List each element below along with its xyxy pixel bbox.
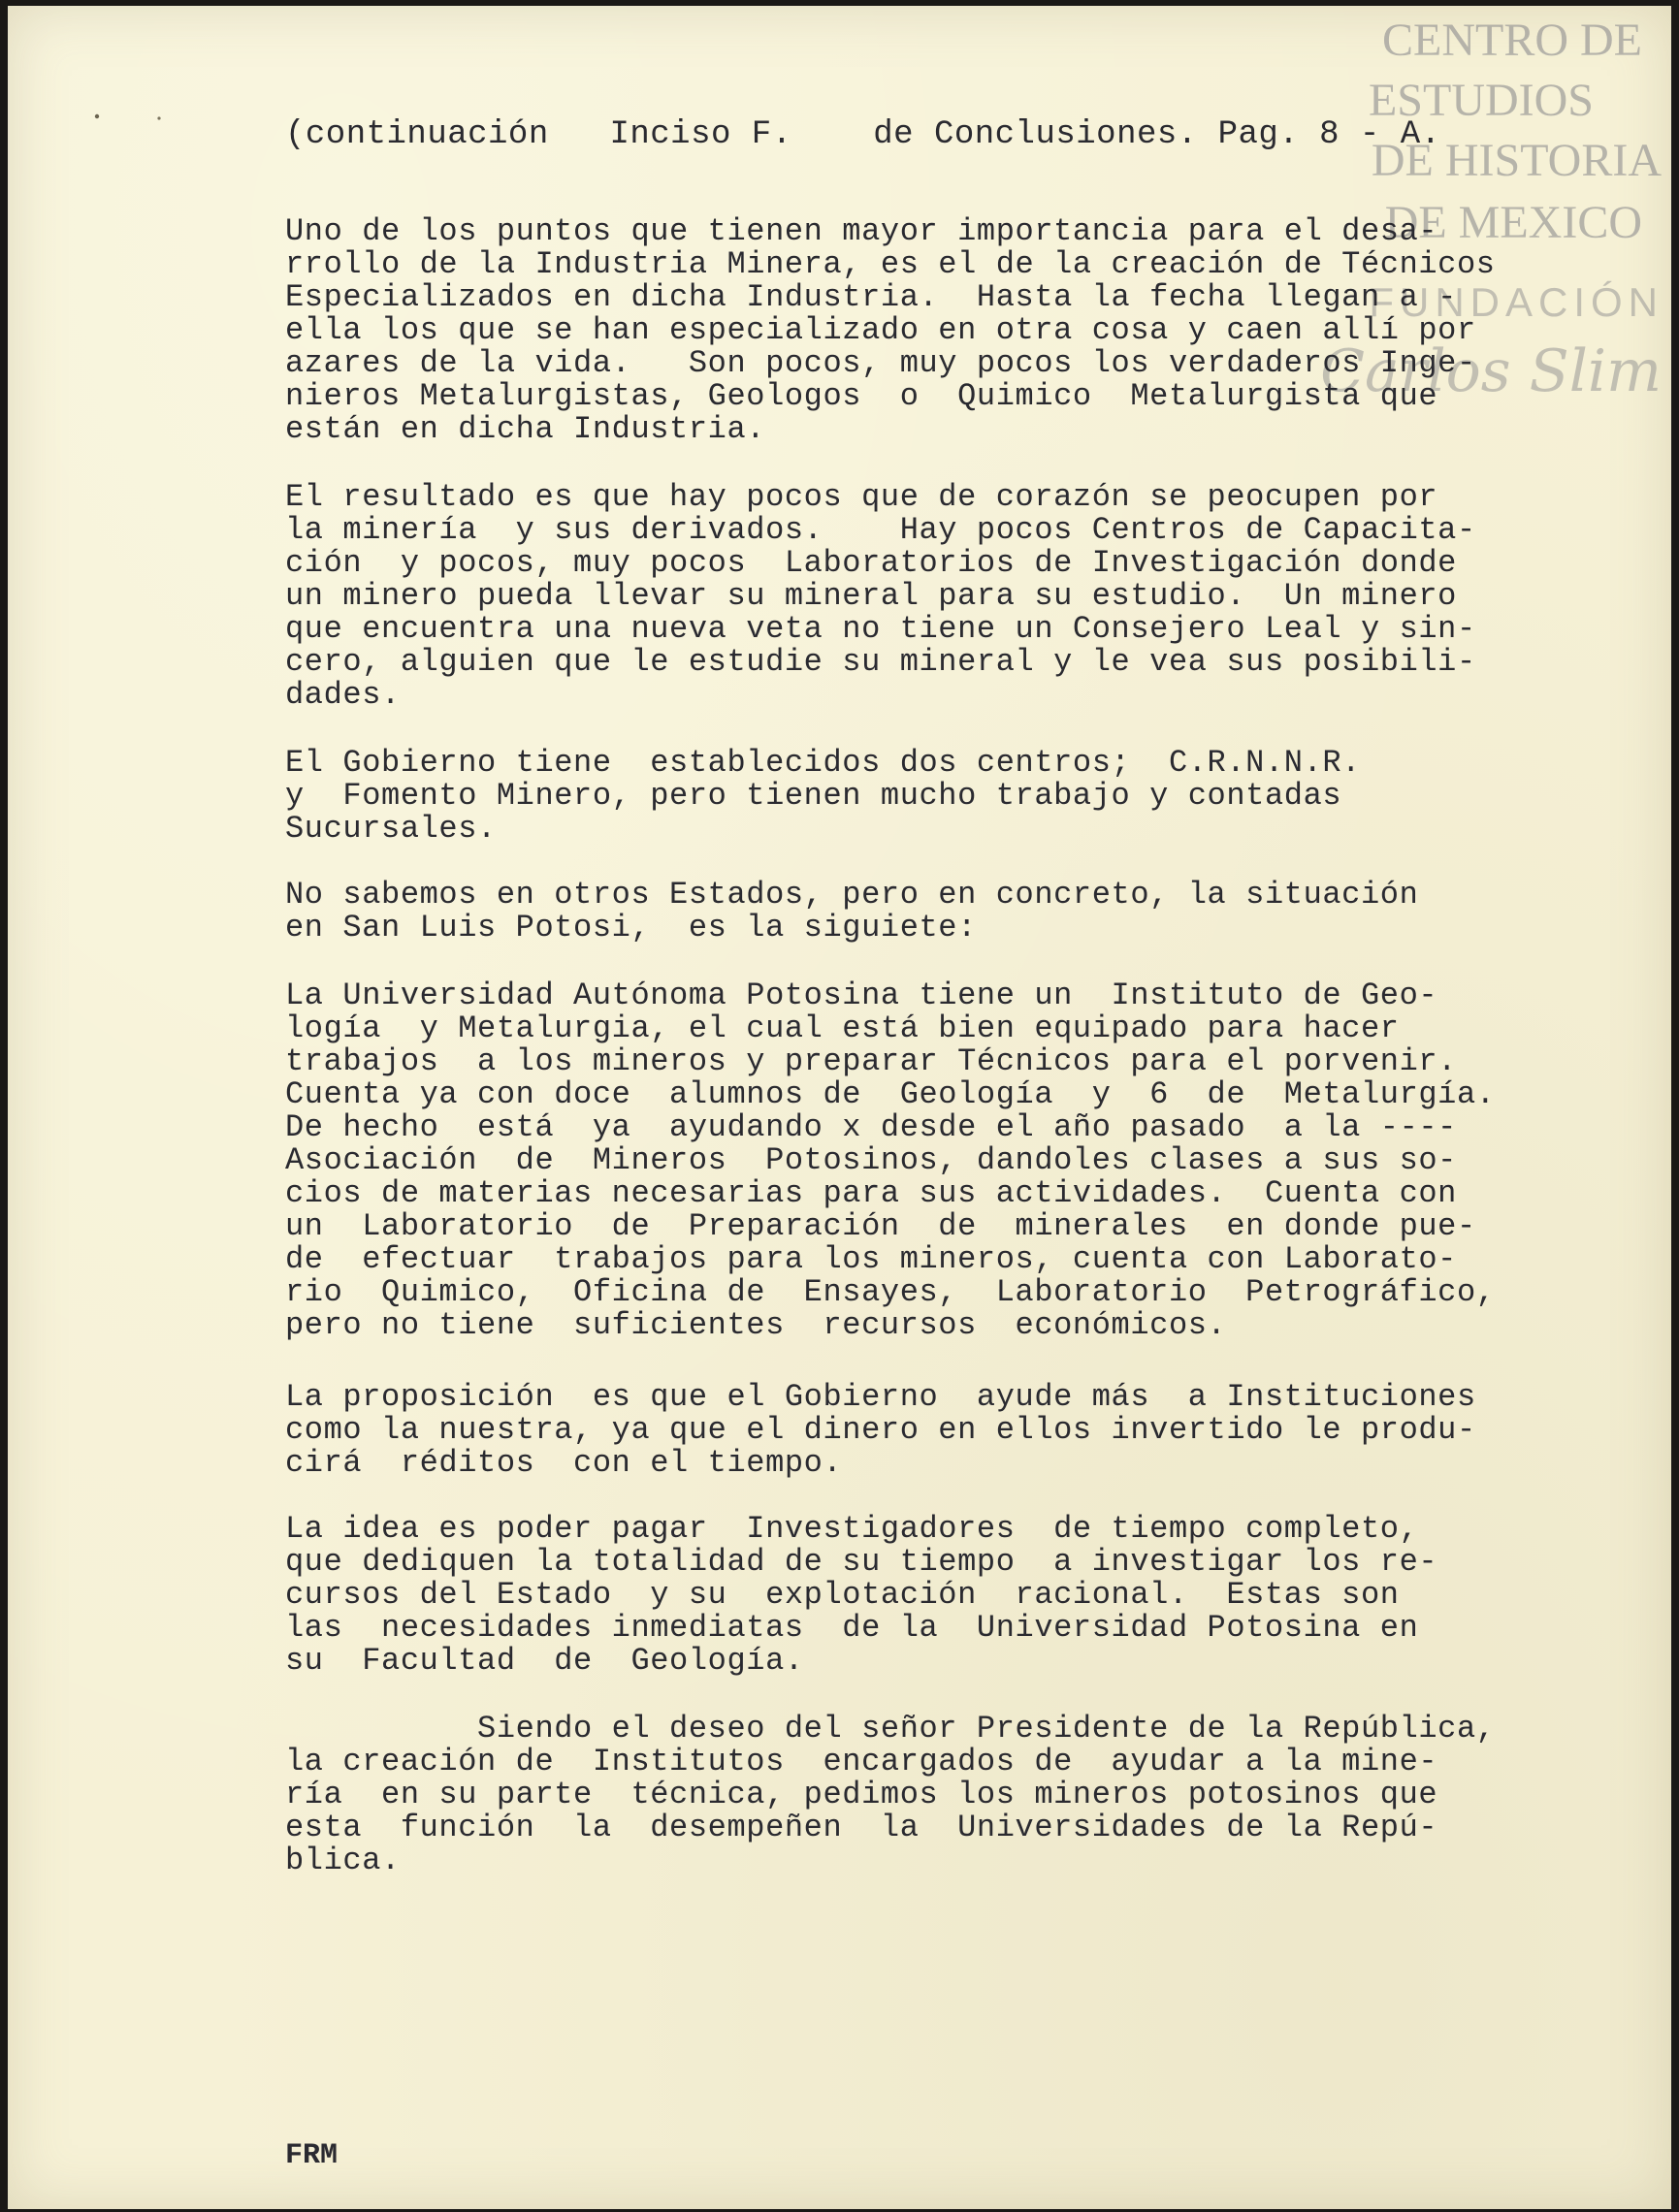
page-header bbox=[285, 118, 1441, 151]
text-line: El resultado es que hay pocos que de corazón se peocupen por bbox=[285, 479, 1438, 515]
text-line: ella los que se han especializado en otra cosa y caen allí por bbox=[285, 312, 1476, 348]
text-line: Asociación de Mineros Potosinos, dandoles clases a sus so- bbox=[285, 1142, 1457, 1178]
text-line: cursos del Estado y su explotación racional. Estas son bbox=[285, 1577, 1400, 1613]
text-line: su Facultad de Geología. bbox=[285, 1643, 804, 1679]
text-line: en San Luis Potosi, es la siguiete: bbox=[285, 910, 977, 946]
text-line: que dediquen la totalidad de su tiempo a investigar los re- bbox=[285, 1544, 1438, 1580]
paragraph-result bbox=[285, 481, 1476, 712]
typist-initials: FRM bbox=[285, 2139, 339, 2172]
text-line: Especializados en dicha Industria. Hasta la fecha llegan a - bbox=[285, 279, 1457, 315]
text-line: un minero pueda llevar su mineral para su estudio. Un minero bbox=[285, 578, 1457, 614]
text-line: La Universidad Autónoma Potosina tiene un Instituto de Geo- bbox=[285, 978, 1438, 1013]
paragraph-closing bbox=[285, 1713, 1496, 1877]
watermark-foundation: FUNDACIÓN bbox=[1369, 279, 1663, 325]
header-title: de Conclusiones. bbox=[873, 116, 1198, 153]
text-line: ción y pocos, muy pocos Laboratorios de Investigación donde bbox=[285, 545, 1457, 581]
watermark-signature: Carlos Slim bbox=[1320, 337, 1662, 405]
speck-mark bbox=[157, 116, 160, 119]
text-line: No sabemos en otros Estados, pero en concreto, la situación bbox=[285, 877, 1419, 913]
text-line: Cuenta ya con doce alumnos de Geología y 6 de Metalurgía. bbox=[285, 1076, 1496, 1112]
paragraph-technicians bbox=[285, 215, 1496, 446]
watermark-line: ESTUDIOS bbox=[1368, 75, 1594, 126]
text-line: la creación de Institutos encargados de ayudar a la mine- bbox=[285, 1744, 1438, 1779]
text-line: La proposición es que el Gobierno ayude más a Instituciones bbox=[285, 1379, 1476, 1415]
header-section: Inciso F. bbox=[609, 116, 792, 153]
text-line: esta función la desempeñen la Universidades de la Repú- bbox=[285, 1810, 1438, 1845]
text-line: ría en su parte técnica, pedimos los mineros potosinos que bbox=[285, 1777, 1438, 1812]
text-line: La idea es poder pagar Investigadores de tiempo completo, bbox=[285, 1511, 1419, 1547]
text-line: que encuentra una nueva veta no tiene un Consejero Leal y sin- bbox=[285, 611, 1476, 647]
paper-specks bbox=[91, 109, 178, 147]
text-line: cirá réditos con el tiempo. bbox=[285, 1445, 843, 1481]
text-line: y Fomento Minero, pero tienen mucho trabajo y contadas bbox=[285, 778, 1342, 814]
text-line: dades. bbox=[285, 677, 401, 713]
paragraph-government bbox=[285, 747, 1361, 846]
watermark-line: CENTRO DE bbox=[1382, 15, 1642, 66]
header-page-number: Pag. 8 - A. bbox=[1217, 116, 1441, 153]
document-page bbox=[8, 6, 1671, 2209]
text-line: un Laboratorio de Preparación de minerales en donde pue- bbox=[285, 1208, 1476, 1244]
text-line: pero no tiene suficientes recursos económicos. bbox=[285, 1307, 1227, 1343]
text-line: la minería y sus derivados. Hay pocos Centros de Capacita- bbox=[285, 512, 1476, 548]
watermark-line: DE MEXICO bbox=[1384, 197, 1642, 248]
paragraph-proposal bbox=[285, 1381, 1476, 1480]
paragraph-university bbox=[285, 979, 1496, 1342]
text-line: están en dicha Industria. bbox=[285, 411, 766, 447]
text-line: blica. bbox=[285, 1843, 401, 1878]
text-line: cios de materias necesarias para sus actividades. Cuenta con bbox=[285, 1175, 1457, 1211]
text-line: rio Quimico, Oficina de Ensayes, Laboratorio Petrográfico, bbox=[285, 1274, 1496, 1310]
text-line: como la nuestra, ya que el dinero en ellos invertido le produ- bbox=[285, 1412, 1476, 1448]
header-continuation: (continuación bbox=[285, 116, 549, 153]
watermark-line: DE HISTORIA bbox=[1371, 135, 1662, 186]
text-line: rrollo de la Industria Minera, es el de la creación de Técnicos bbox=[285, 246, 1496, 282]
text-line: las necesidades inmediatas de la Universidad Potosina en bbox=[285, 1610, 1419, 1646]
speck-mark bbox=[95, 114, 99, 118]
text-line: logía y Metalurgia, el cual está bien equipado para hacer bbox=[285, 1010, 1400, 1046]
text-line: El Gobierno tiene establecidos dos centros; C.R.N.N.R. bbox=[285, 745, 1361, 781]
text-line: Siendo el deseo del señor Presidente de la República, bbox=[285, 1711, 1496, 1747]
text-line: de efectuar trabajos para los mineros, cuenta con Laborato- bbox=[285, 1241, 1457, 1277]
paragraph-situation bbox=[285, 879, 1418, 945]
text-line: Sucursales. bbox=[285, 811, 497, 847]
text-line: De hecho está ya ayudando x desde el año pasado a la ---- bbox=[285, 1109, 1457, 1145]
paragraph-idea bbox=[285, 1513, 1437, 1678]
text-line: azares de la vida. Son pocos, muy pocos los verdaderos Inge- bbox=[285, 345, 1476, 381]
text-line: trabajos a los mineros y preparar Técnicos para el porvenir. bbox=[285, 1043, 1457, 1079]
text-line: nieros Metalurgistas, Geologos o Quimico Metalurgista que bbox=[285, 378, 1438, 414]
text-line: cero, alguien que le estudie su mineral y le vea sus posibili- bbox=[285, 644, 1476, 680]
text-line: Uno de los puntos que tienen mayor importancia para el desa- bbox=[285, 213, 1438, 249]
